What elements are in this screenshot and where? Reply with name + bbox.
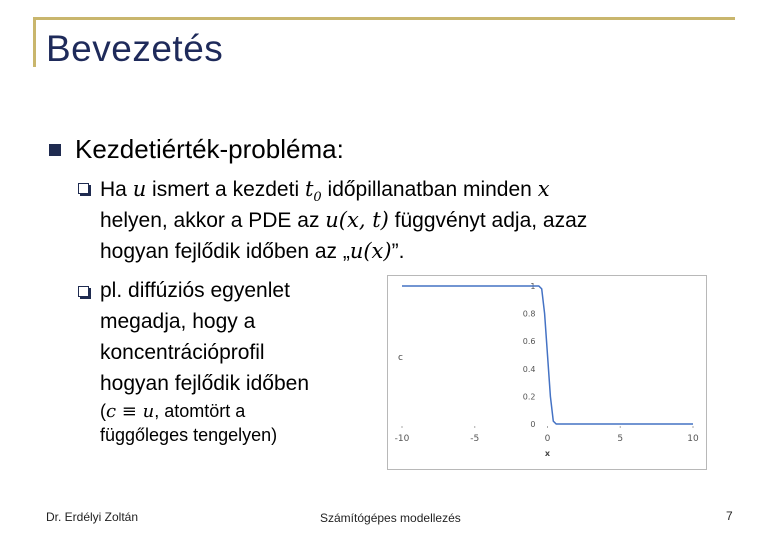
- chart-svg: [388, 276, 706, 469]
- bullet2-line3: koncentrációprofil: [100, 341, 265, 364]
- slide-title: Bevezetés: [46, 28, 224, 69]
- frame-left-line: [33, 17, 36, 67]
- x-tick-label: 0: [544, 434, 551, 444]
- footer-page-number: 7: [726, 509, 733, 523]
- diffusion-chart: [387, 275, 707, 470]
- y-tick-label: 0.2: [522, 392, 536, 402]
- bullet2-note-line1: (c ≡ u, atomtört a: [100, 401, 246, 422]
- y-tick-label: 0.8: [522, 309, 536, 319]
- bullet2-line4: hogyan fejlődik időben: [100, 372, 309, 395]
- level1-bullet-icon: [49, 144, 61, 156]
- bullet2-line1: pl. diffúziós egyenlet: [100, 279, 290, 302]
- x-axis-label: x: [544, 449, 551, 458]
- x-tick-label: -10: [394, 434, 410, 444]
- bullet1-line2: helyen, akkor a PDE az u(x, t) függvényt adja, azaz: [100, 208, 588, 232]
- checkbox-bullet-icon: [78, 286, 89, 297]
- y-tick-label: 0.6: [522, 337, 536, 347]
- level1-heading: Kezdetiérték-probléma:: [75, 134, 344, 164]
- footer-author: Dr. Erdélyi Zoltán: [46, 510, 139, 524]
- bullet2-line2: megadja, hogy a: [100, 310, 256, 333]
- bullet2-note-line2: függőleges tengelyen): [100, 425, 278, 445]
- x-tick-label: 5: [617, 434, 624, 444]
- series-line: [402, 286, 693, 424]
- bullet1-line3: hogyan fejlődik időben az „u(x)”.: [100, 239, 405, 263]
- checkbox-bullet-icon: [78, 183, 89, 194]
- y-axis-label: c: [398, 353, 403, 363]
- x-tick-label: 10: [687, 434, 699, 444]
- footer-course: Számítógépes modellezés: [320, 511, 461, 525]
- x-tick-label: -5: [470, 434, 480, 444]
- y-tick-label: 0.4: [522, 364, 536, 374]
- y-tick-label: 1: [530, 282, 536, 291]
- y-tick-label: 0: [530, 420, 536, 429]
- bullet1-line1: Ha u ismert a kezdeti $t_0$ időpillanatban minden x: [100, 177, 550, 206]
- frame-top-line: [33, 17, 735, 20]
